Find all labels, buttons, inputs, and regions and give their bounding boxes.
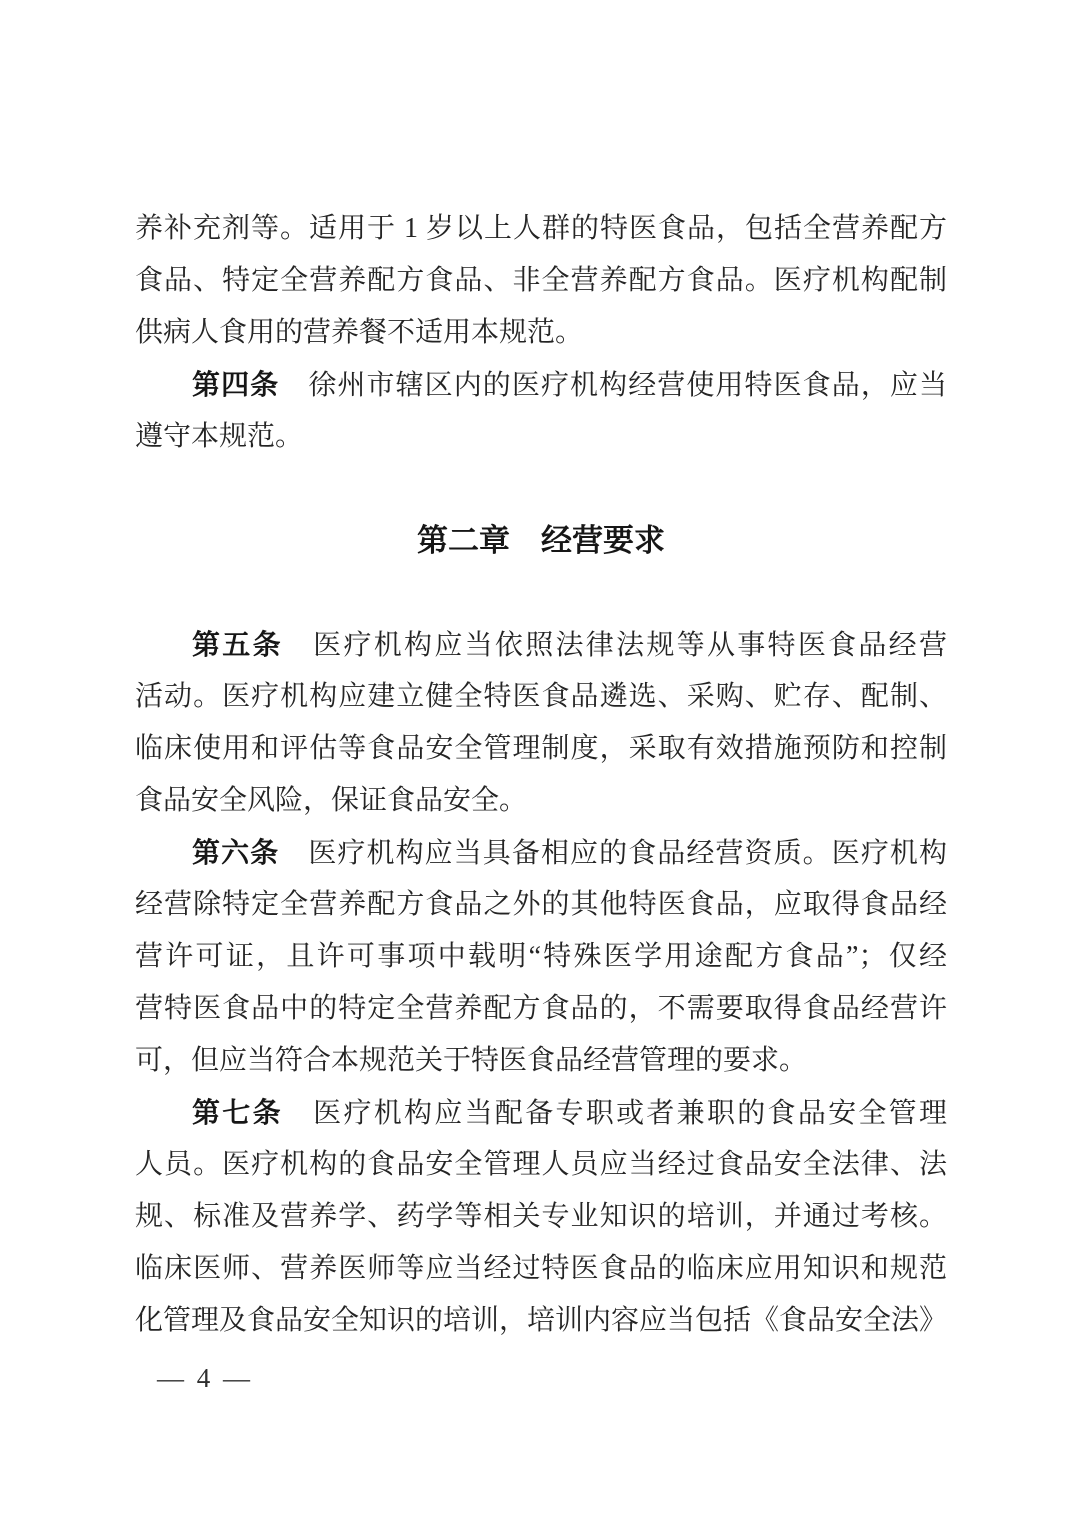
- article-number: 第六条: [192, 837, 280, 868]
- text-segment: 食品、特定全营养配方食品、非全营养配方食品。医疗机构配制: [135, 265, 947, 296]
- text-segment: 经营除特定全营养配方食品之外的其他特医食品，应取得食品经: [135, 889, 947, 920]
- text-line: [135, 671, 947, 723]
- text-line: [135, 723, 947, 775]
- text-line: [135, 1295, 947, 1347]
- text-segment: 活动。医疗机构应建立健全特医食品遴选、采购、贮存、配制、: [135, 681, 947, 712]
- article-number: 第四条: [192, 369, 280, 400]
- text-segment: 徐州市辖区内的医疗机构经营使用特医食品，应当: [279, 370, 947, 401]
- para-article-5: [135, 619, 947, 827]
- text-line: [135, 1035, 947, 1087]
- para-article-6: [135, 827, 947, 1087]
- text-segment: 医疗机构应当配备专职或者兼职的食品安全管理: [282, 1098, 947, 1129]
- text-line: [135, 411, 947, 463]
- text-segment: 可，但应当符合本规范关于特医食品经营管理的要求。: [135, 1045, 808, 1076]
- text-line: [135, 827, 947, 879]
- article-number: 第七条: [192, 1097, 283, 1128]
- text-segment: 食品安全风险，保证食品安全。: [135, 785, 528, 816]
- text-segment: 养补充剂等。适用于 1 岁以上人群的特医食品，包括全营养配方: [135, 213, 947, 244]
- chapter-heading: 第二章 经营要求: [417, 523, 665, 558]
- text-line: [135, 203, 947, 255]
- text-segment: 医疗机构应当依照法律法规等从事特医食品经营: [282, 630, 947, 661]
- text-line: [135, 775, 947, 827]
- text-segment: 化管理及食品安全知识的培训，培训内容应当包括《食品安全法》: [135, 1305, 947, 1336]
- text-line: [135, 255, 947, 307]
- text-line: [135, 359, 947, 411]
- page-number: — 4 —: [157, 1363, 253, 1393]
- document-content: [135, 203, 947, 1347]
- text-line: [135, 931, 947, 983]
- text-line: [135, 307, 947, 359]
- text-line: [135, 1191, 947, 1243]
- text-segment: 供病人食用的营养餐不适用本规范。: [135, 317, 584, 348]
- text-segment: 遵守本规范。: [135, 421, 304, 452]
- text-line: [135, 879, 947, 931]
- article-number: 第五条: [192, 629, 283, 660]
- text-line: [135, 619, 947, 671]
- text-segment: 规、标准及营养学、药学等相关专业知识的培训，并通过考核。: [135, 1201, 947, 1232]
- text-line: [135, 1139, 947, 1191]
- text-segment: 医疗机构应当具备相应的食品经营资质。医疗机构: [279, 838, 947, 869]
- text-segment: 人员。医疗机构的食品安全管理人员应当经过食品安全法律、法: [135, 1149, 947, 1180]
- text-segment: 临床医师、营养医师等应当经过特医食品的临床应用知识和规范: [135, 1253, 947, 1284]
- text-line: [135, 1087, 947, 1139]
- para-continuation: [135, 203, 947, 359]
- para-article-4: [135, 359, 947, 463]
- text-segment: 营许可证，且许可事项中载明“特殊医学用途配方食品”；仅经: [135, 941, 947, 972]
- para-article-7: [135, 1087, 947, 1347]
- text-line: [135, 983, 947, 1035]
- text-segment: 营特医食品中的特定全营养配方食品的，不需要取得食品经营许: [135, 993, 947, 1024]
- text-segment: 临床使用和评估等食品安全管理制度，采取有效措施预防和控制: [135, 733, 947, 764]
- text-line: [135, 1243, 947, 1295]
